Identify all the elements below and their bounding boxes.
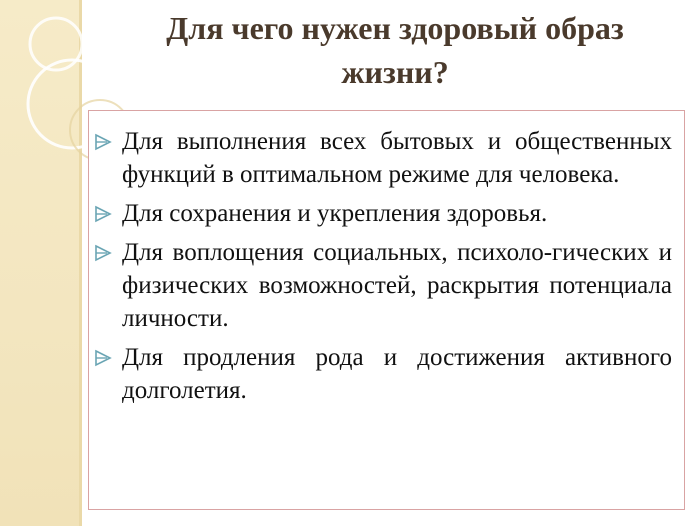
bullet-text: Для воплощения социальных, психоло-гических и физических возможностей, раскрытия потенциала личности.	[122, 239, 672, 332]
content-box	[88, 110, 685, 510]
arrow-bullet-icon	[93, 343, 115, 369]
slide-title-line-2: жизни?	[341, 54, 449, 90]
slide-title	[100, 6, 690, 94]
bullet-text: Для продления рода и достижения активного долголетия.	[122, 344, 672, 404]
bullet-text: Для сохранения и укрепления здоровья.	[122, 200, 548, 227]
arrow-bullet-icon	[93, 127, 115, 153]
bullet-item	[89, 197, 672, 230]
bullet-text: Для выполнения всех бытовых и общественных функций в оптимальном режиме для человека.	[122, 128, 672, 188]
arrow-bullet-icon	[93, 199, 115, 225]
slide-title-line-1: Для чего нужен здоровый образ	[166, 10, 624, 46]
arrow-bullet-icon	[93, 238, 115, 264]
bullet-item	[89, 341, 672, 407]
bullet-list	[89, 111, 684, 407]
bullet-item	[89, 236, 672, 335]
bullet-item	[89, 125, 672, 191]
